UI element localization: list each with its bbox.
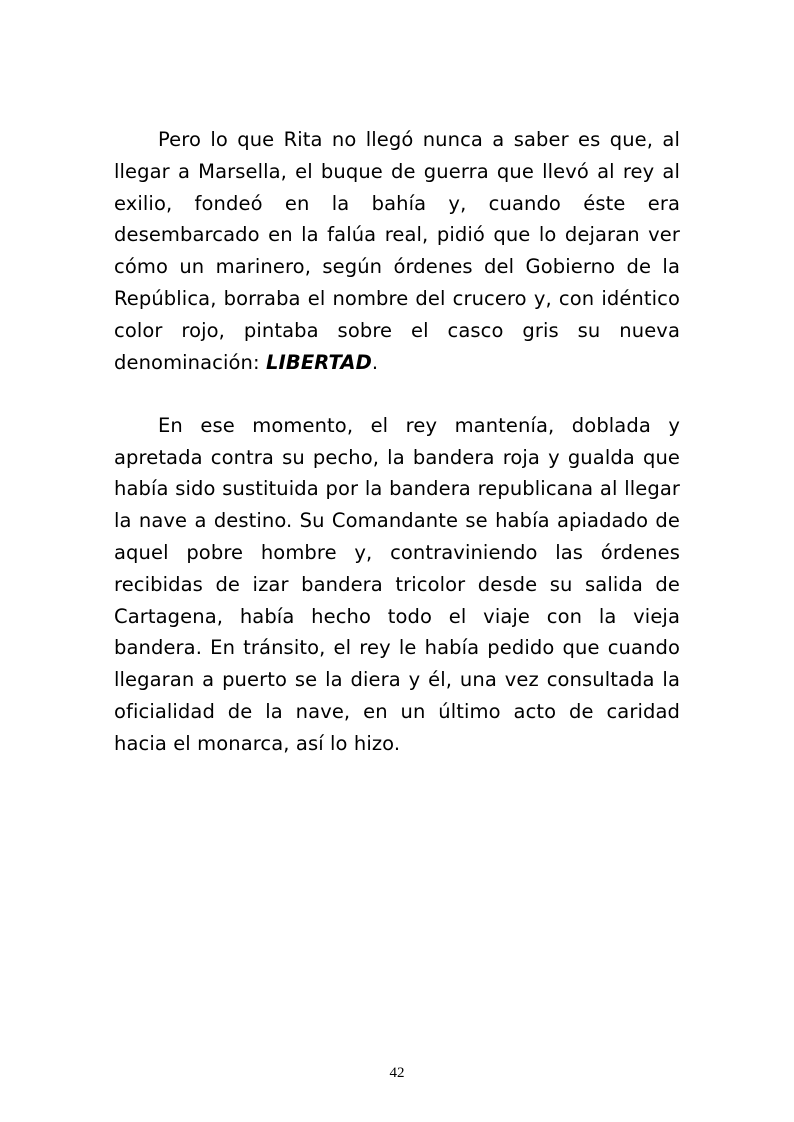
paragraph-1-text: Pero lo que Rita no llegó nunca a saber es que, al llegar a Marsella, el buque de guerra que llevó al rey al exilio, fondeó en la bahía y, cuando éste era desembarcado en la falúa real, pidió que lo dejaran ver cómo un marinero, según órdenes del Gobierno de la República, borraba el nombre del crucero y, con idéntico color rojo, pintaba sobre el casco gris su nueva denominación: [114, 128, 680, 374]
emphasized-word: LIBERTAD [265, 350, 372, 374]
paragraph-2 [114, 410, 680, 760]
paragraph-2-text: En ese momento, el rey mantenía, doblada y apretada contra su pecho, la bandera roja y gualda que había sido sustituida por la bandera republicana al llegar la nave a destino. Su Comandante se había apiadado de aquel pobre hombre y, contraviniendo las órdenes recibidas de izar bandera tricolor desde su salida de Cartagena, había hecho todo el viaje con la vieja bandera. En tránsito, el rey le había pedido que cuando llegaran a puerto se la diera y él, una vez consultada la oficialidad de la nave, en un último acto de caridad hacia el monarca, así lo hizo. [114, 413, 680, 755]
page-number: 42 [389, 1065, 405, 1081]
paragraph-1 [114, 124, 680, 378]
paragraph-1-end: . [371, 350, 379, 374]
page-body [114, 124, 680, 760]
